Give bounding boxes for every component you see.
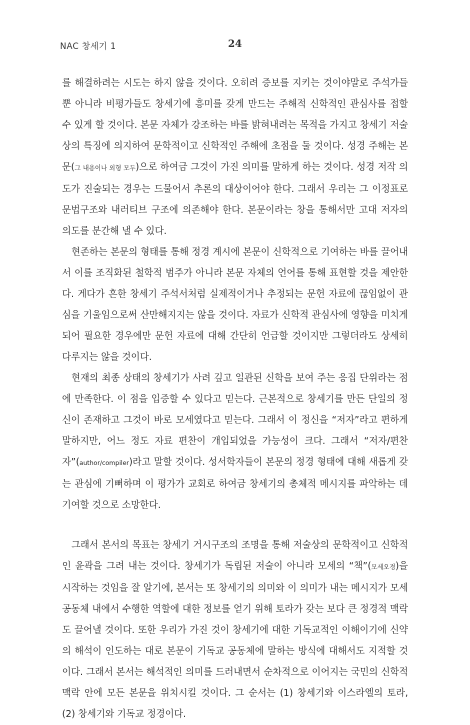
text-run: 현재의 최종 상태의 창세기가 사려 깊고 일관된 신학을 보여 주는 응집 단위라는 점에 만족한다. 이 점을 입증할 수 있다고 믿는다. 근본적으로 창세기를 만든 단일의 정신이 존재하고 그것이 바로 모세였다고 믿는다. 그래서 이 정신을 “저자”라고 편하게 말하지만, 어느 정도 자료 편찬이 개입되었을 가능성이 크다. 그래서 “저자/편찬자”( xyxy=(62,373,408,468)
inline-annotation: 모세오경 xyxy=(371,564,396,571)
paragraph xyxy=(62,535,408,725)
running-title: NAC 창세기 1 xyxy=(60,42,117,52)
page-header xyxy=(60,40,410,54)
page-number: 24 xyxy=(228,39,242,50)
text-run: )으로 하여금 그것이 가진 의미를 말하게 하는 것이다. 성경 저작 의도가 진술되는 경우는 드물어서 추론의 대상이어야 한다. 그래서 우리는 그 이정표로 문법구조와 내러티브 구조에 의존해야 한다. 본문이라는 창을 통해서만 고대 저자의 의도를 분간해 낼 수 있다. xyxy=(62,162,408,237)
text-run: )을 시작하는 것임을 잘 알기에, 본서는 또 창세기의 의미와 이 의미가 내는 메시지가 모세 공동체 내에서 수행한 역할에 대한 정보를 얻기 위해 토라가 갖는 보다 큰 정경적 맥락도 끌어낼 것이다. 또한 우리가 가진 것이 창세기에 대한 기독교적인 이해이기에 신약의 해석이 인도하는 대로 본문이 기독교 공동체에 말하는 방식에 대해서도 지적할 것이다. 그래서 본서는 해석적인 의미를 드러내면서 순차적으로 이어지는 국민의 신학적 맥락 안에 모든 본문을 위치시킬 것이다. 그 순서는 (1) 창세기와 이스라엘의 토라, (2) 창세기와 기독교 정경이다. xyxy=(62,561,408,720)
inline-annotation: author/compiler xyxy=(79,460,129,467)
text-run: 현존하는 본문의 형태를 통해 정경 계시에 본문이 신학적으로 기여하는 바를 끌어내서 이를 조직화된 철학적 범주가 아니라 본문 자체의 언어를 통해 표현할 것을 제안한다. 게다가 흔한 창세기 주석서처럼 실제적이거나 추정되는 문헌 자료에 끊임없이 관심을 기울임으로써 산만해지지는 않을 것이다. 자료가 신학적 관심사에 영향을 미치게 되어 필요한 경우에만 문헌 자료에 대해 간단히 언급할 것이지만 그렇더라도 상세히 다루지는 않을 것이다. xyxy=(62,247,408,363)
paragraph xyxy=(62,368,408,516)
paragraph xyxy=(62,73,408,242)
section-gap xyxy=(62,516,408,535)
paragraph xyxy=(62,242,408,368)
page-body xyxy=(62,73,408,725)
text-run: )라고 말할 것이다. 성서학자들이 본문의 정경 형태에 대해 새롭게 갖는 관심에 기뻐하며 이 평가가 교회로 하여금 창세기의 총체적 메시지를 파악하는 데 기여할 것으로 소망한다. xyxy=(62,457,408,511)
inline-annotation: 그 내용이나 외형 모두 xyxy=(74,165,136,172)
text-run: 그래서 본서의 목표는 창세기 거시구조의 조명을 통해 저술상의 문학적이고 신학적인 윤곽을 그려 내는 것이다. 창세기가 독립된 저술이 아니라 모세의 “책”( xyxy=(62,540,408,572)
text-run: 를 해결하려는 시도는 하지 않을 것이다. 오히려 증보를 지키는 것이야말로 주석가들뿐 아니라 비평가들도 창세기에 흥미를 갖게 만드는 주해적 신학적인 관심사를 접할 수 있게 할 것이다. 본문 자체가 강조하는 바를 밝혀내려는 목적을 가지고 창세기 저술상의 특징에 의지하여 문학적이고 신학적인 주해에 초점을 둘 것이다. 성경 주해는 본문( xyxy=(62,78,408,173)
